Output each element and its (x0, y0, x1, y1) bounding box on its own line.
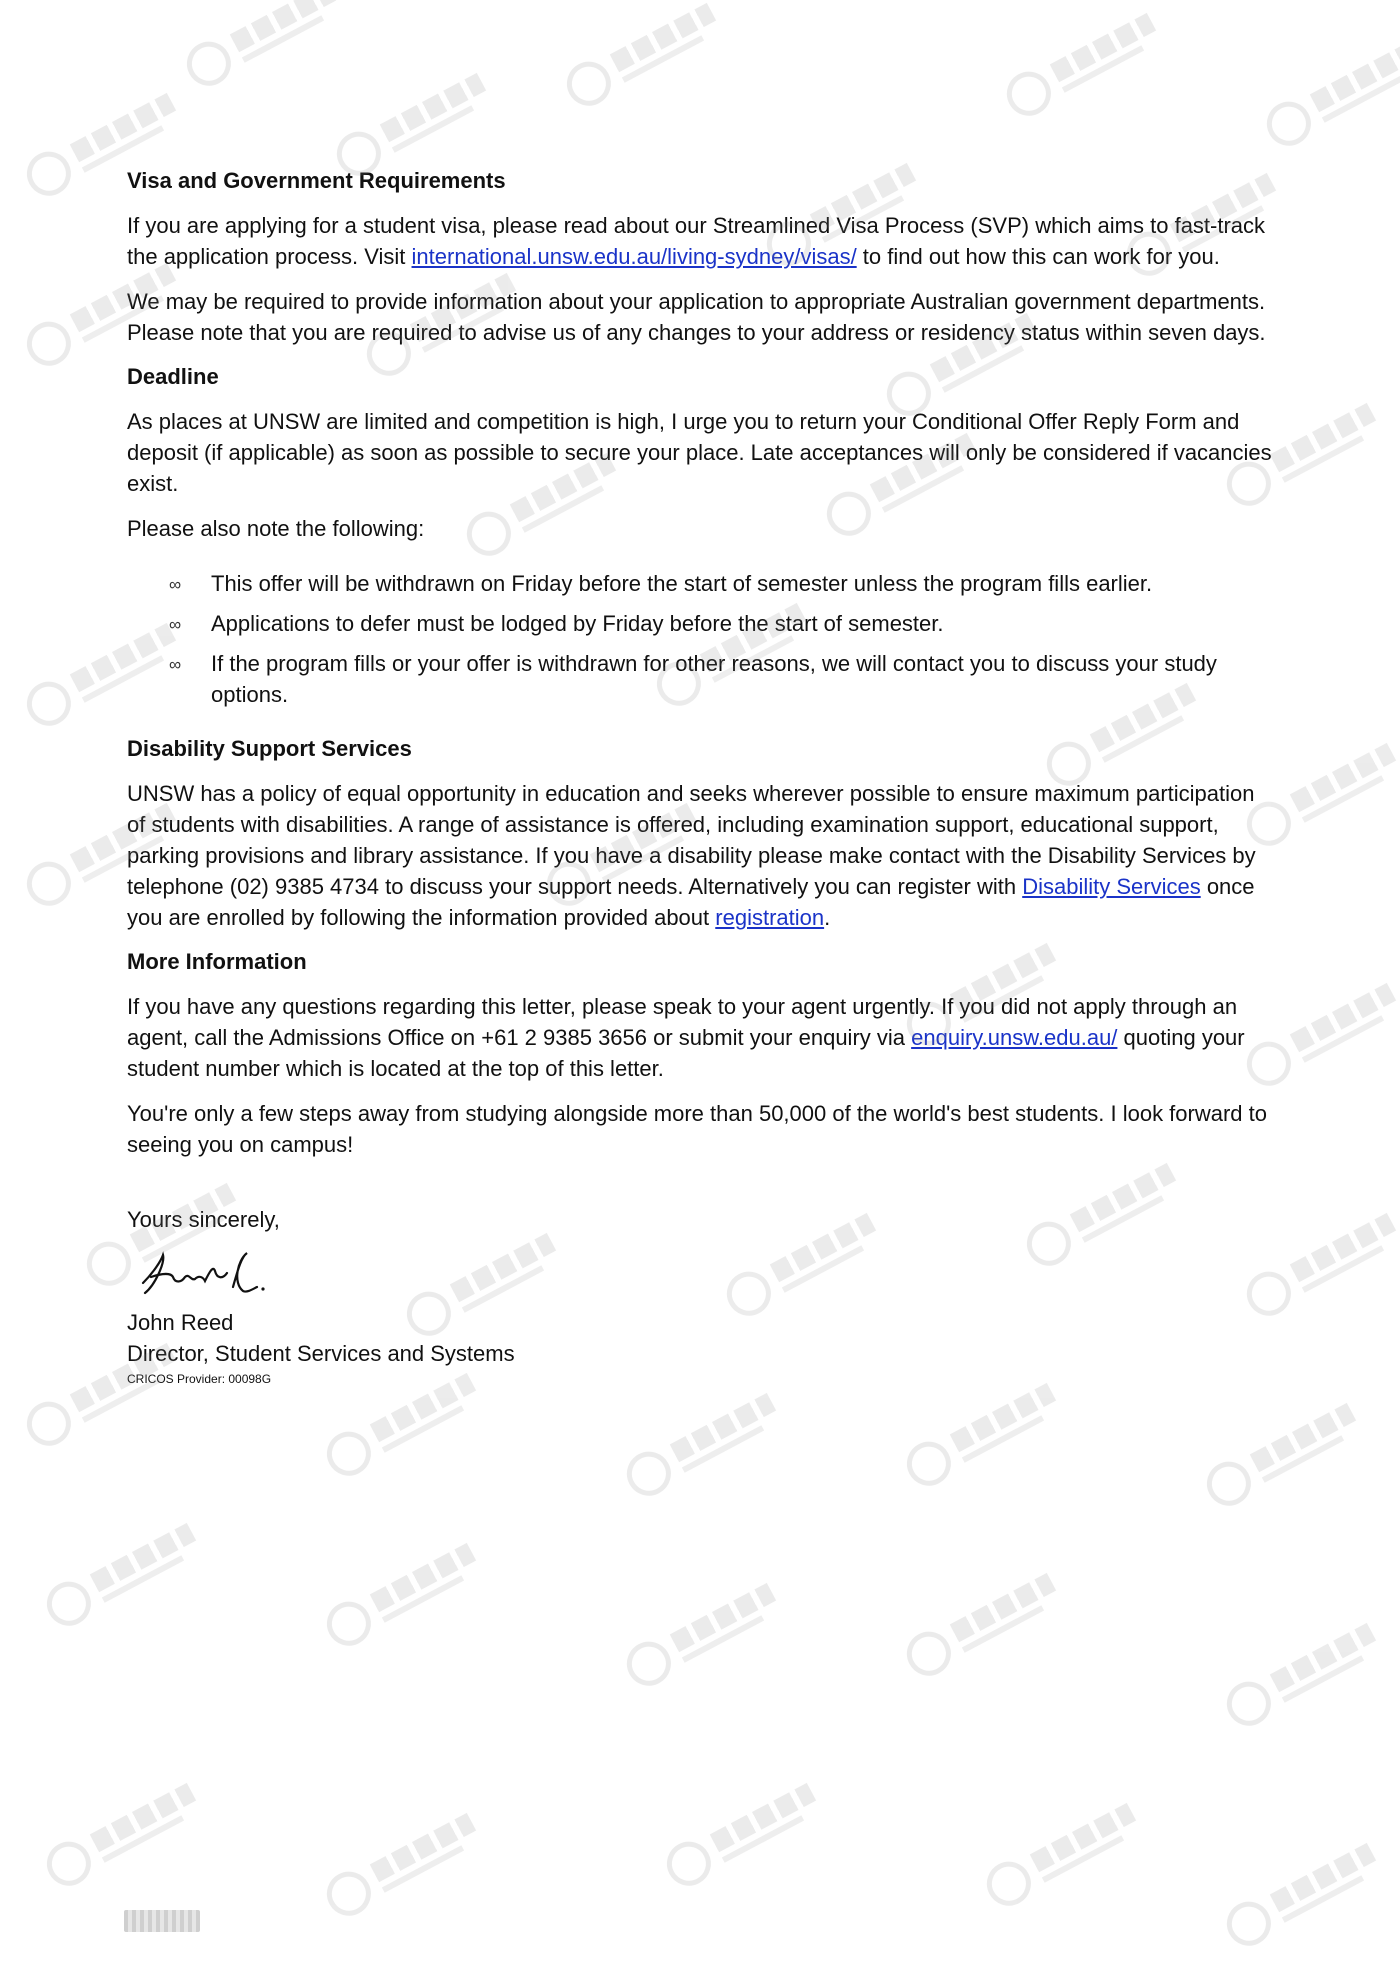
watermark-logo (314, 1794, 497, 1936)
disability-text-after: . (824, 905, 831, 930)
watermark-logo (1214, 1824, 1397, 1966)
disability-services-link[interactable]: Disability Services (1022, 874, 1201, 899)
signature-image (133, 1243, 283, 1303)
section-disability (127, 734, 1277, 933)
visa-info-link[interactable]: international.unsw.edu.au/living-sydney/visas/ (411, 244, 857, 269)
signatory-title: Director, Student Services and Systems (127, 1341, 515, 1366)
list-item (127, 608, 1277, 639)
list-item-text: Applications to defer must be lodged by Friday before the start of semester. (211, 611, 944, 636)
disability-text-middle: once you are enrolled by following the information provided about (127, 874, 1255, 930)
signatory-name: John Reed (127, 1310, 234, 1335)
more-info-paragraph-2: You're only a few steps away from studying alongside more than 50,000 of the world's best students. I look forward to seeing you on campus! (127, 1101, 1268, 1157)
visa-heading: Visa and Government Requirements (127, 168, 506, 193)
more-info-heading: More Information (127, 949, 307, 974)
redacted-page-number (124, 1910, 200, 1932)
watermark-logo (314, 1524, 497, 1666)
watermark-logo (174, 0, 357, 106)
watermark-logo (554, 0, 737, 126)
visa-p1-text-after: to find out how this can work for you. (856, 244, 1220, 269)
more-info-text-before: If you have any questions regarding this letter, please speak to your agent urgently. If you did not apply through an agent, call the Admissions Office on +61 2 9385 3656 or submit your enquiry via (127, 994, 1238, 1050)
deadline-paragraph-2: Please also note the following: (127, 516, 425, 541)
registration-link[interactable]: registration (715, 905, 825, 930)
watermark-logo (34, 1764, 217, 1906)
deadline-paragraph-1: As places at UNSW are limited and competition is high, I urge you to return your Conditional Offer Reply Form and deposit (if applicable) as soon as possible to secure your place. Late acceptances will only be considered if vacancies exist. (127, 409, 1272, 496)
section-more-information (127, 947, 1277, 1160)
cricos-provider: CRICOS Provider: 00098G (127, 1372, 272, 1386)
watermark-logo (974, 1784, 1157, 1926)
section-deadline (127, 362, 1277, 710)
watermark-logo (614, 1374, 797, 1516)
watermark-logo (34, 1504, 217, 1646)
bullet-icon: ∞ (169, 575, 182, 594)
section-visa (127, 166, 1277, 348)
disability-text-before: UNSW has a policy of equal opportunity in education and seeks wherever possible to ensure maximum participation of students with disabilities. A range of assistance is offered, including examination support, educational support, parking provisions and library assistance. If you have a disability please make contact with the Disability Services by telephone (02) 9385 4734 to discuss your support needs. Alternatively you can register with (127, 781, 1256, 899)
more-info-paragraph-1 (127, 991, 1277, 1084)
watermark-logo (654, 1764, 837, 1906)
disability-paragraph (127, 778, 1277, 933)
letter-body (127, 166, 1277, 1387)
deadline-bullet-list (127, 568, 1277, 710)
watermark-logo (1254, 24, 1400, 166)
bullet-icon: ∞ (169, 655, 182, 674)
visa-paragraph-1 (127, 210, 1277, 272)
watermark-logo (894, 1554, 1077, 1696)
list-item (127, 568, 1277, 599)
watermark-logo (1214, 1604, 1397, 1746)
disability-heading: Disability Support Services (127, 736, 412, 761)
watermark-logo (1194, 1384, 1377, 1526)
watermark-logo (994, 0, 1177, 136)
more-info-text-after: quoting your student number which is located at the top of this letter. (127, 1025, 1245, 1081)
letter-closing (127, 1204, 1277, 1387)
list-item (127, 648, 1277, 710)
visa-paragraph-2: We may be required to provide information about your application to appropriate Australian government departments. Please note that you are required to advise us of any changes to your address or residency status within seven days. (127, 289, 1266, 345)
bullet-icon: ∞ (169, 615, 182, 634)
visa-p1-text-before: If you are applying for a student visa, please read about our Streamlined Visa Process (SVP) which aims to fast-track the application process. Visit (127, 213, 1266, 269)
list-item-text: This offer will be withdrawn on Friday before the start of semester unless the program fills earlier. (211, 571, 1153, 596)
watermark-logo (614, 1564, 797, 1706)
deadline-heading: Deadline (127, 364, 219, 389)
enquiry-link[interactable]: enquiry.unsw.edu.au/ (911, 1025, 1118, 1050)
salutation: Yours sincerely, (127, 1207, 280, 1232)
list-item-text: If the program fills or your offer is withdrawn for other reasons, we will contact you to discuss your study options. (211, 651, 1217, 707)
